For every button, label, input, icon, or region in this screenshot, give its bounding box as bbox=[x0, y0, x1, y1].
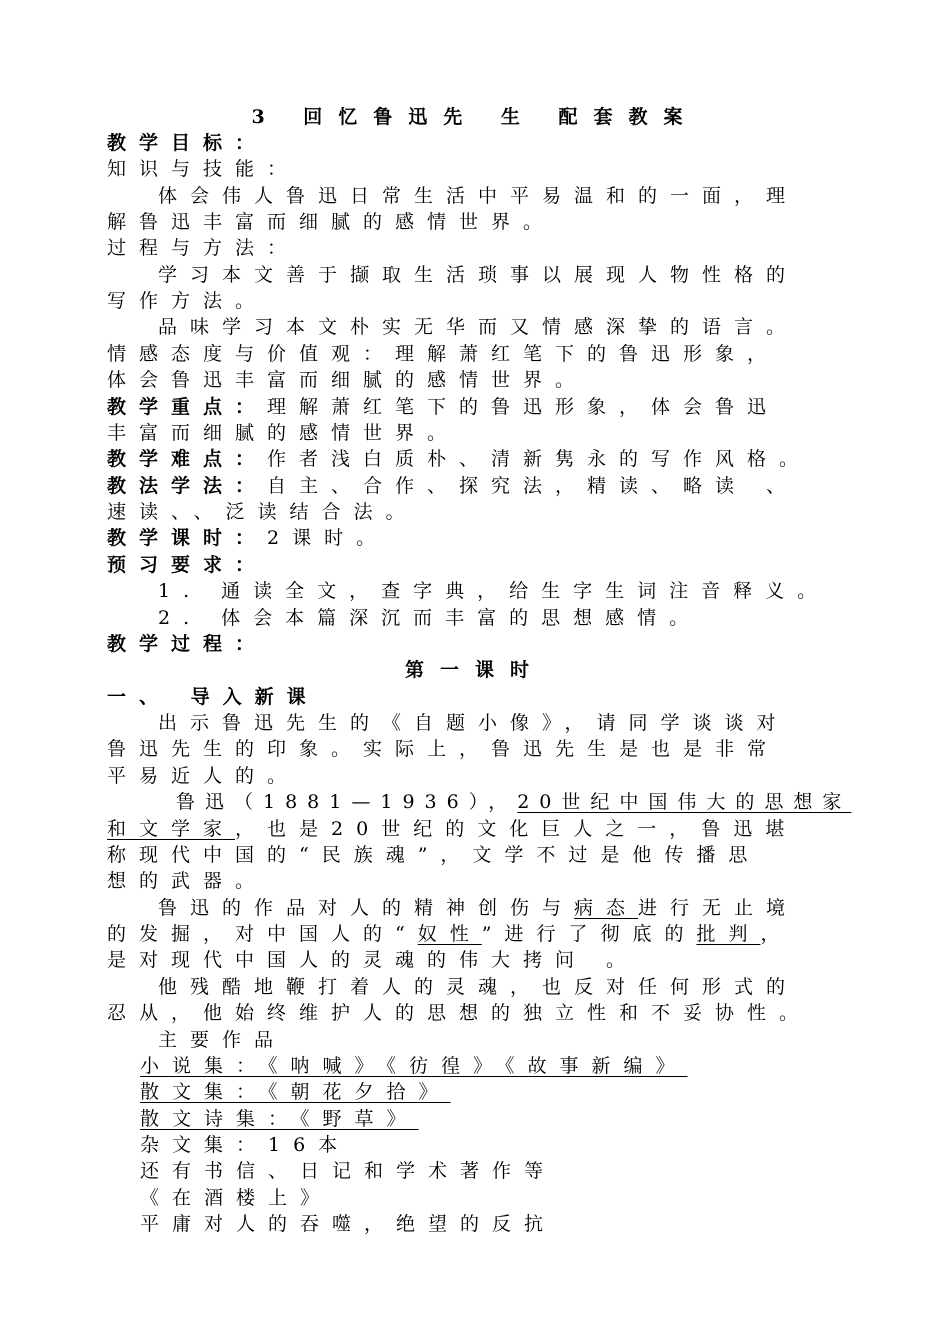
knowledge-label: 知识与技能： bbox=[107, 158, 300, 180]
preview-label: 预习要求： bbox=[107, 554, 268, 576]
works-tavern: 《在酒楼上》 bbox=[140, 1187, 333, 1209]
intro-para-1-line-1: 出示鲁迅先生的《自题小像》，请同学谈谈对 bbox=[158, 712, 789, 734]
excavation-text: 的发掘，对中国人的“ bbox=[107, 923, 418, 945]
focus-text-1: 理解萧红笔下的鲁迅形象，体会鲁迅 bbox=[267, 396, 780, 418]
works-novels: 小说集：《呐喊》《彷徨》《故事新编》 bbox=[140, 1055, 688, 1077]
works-effect-text: 鲁迅的作品对人的精神创伤与 bbox=[158, 897, 575, 919]
focus-line bbox=[107, 394, 847, 420]
focus-label: 教学重点： bbox=[107, 396, 268, 418]
intro-para-1-line-2: 鲁迅先生的印象。实际上，鲁迅先生是也是非常 bbox=[107, 738, 780, 760]
intro-para-3-line-1 bbox=[158, 895, 898, 921]
intro-para-2-line-4: 想的武器。 bbox=[107, 870, 268, 892]
hours-label: 教学课时： bbox=[107, 527, 268, 549]
works-label: 主要作品 bbox=[158, 1029, 287, 1051]
hours-line bbox=[107, 525, 847, 551]
method-text-2: 写作方法。 bbox=[107, 290, 268, 312]
comma-text: ， bbox=[760, 923, 793, 945]
method-text-1: 学习本文善于撷取生活琐事以展现人物性格的 bbox=[158, 264, 799, 286]
intro-para-2-line-2 bbox=[107, 816, 847, 842]
underline-writer: 和文学家 bbox=[107, 818, 236, 840]
thorough-text: ”进行了彻底的 bbox=[481, 923, 697, 945]
difficulty-label: 教学难点： bbox=[107, 448, 268, 470]
works-theme: 平庸对人的吞噬，绝望的反抗 bbox=[140, 1213, 557, 1235]
knowledge-text-1: 体会伟人鲁迅日常生活中平易温和的一面，理 bbox=[158, 185, 799, 207]
endless-text: 进行无止境 bbox=[638, 897, 799, 919]
attitude-text-1: 情感态度与价值观：理解萧红笔下的鲁迅形象， bbox=[107, 343, 780, 365]
underline-critique: 批判 bbox=[696, 923, 761, 945]
focus-text-2: 丰富而细腻的感情世界。 bbox=[107, 422, 460, 444]
preview-item-2: 2. 体会本篇深沉而丰富的思想感情。 bbox=[158, 607, 702, 629]
objectives-heading: 教学目标： bbox=[107, 132, 268, 154]
attitude-text-2: 体会鲁迅丰富而细腻的感情世界。 bbox=[107, 369, 588, 391]
intro-para-4-line-1: 他残酷地鞭打着人的灵魂，也反对任何形式的 bbox=[158, 976, 799, 998]
luxun-dates: 鲁迅（1881—1936）， bbox=[176, 791, 518, 813]
underline-servility: 奴性 bbox=[417, 923, 482, 945]
methods-label: 教法学法： bbox=[107, 475, 268, 497]
methods-text-2: 速读、、泛读结合法。 bbox=[107, 501, 418, 523]
hours-text: 2课时。 bbox=[267, 527, 389, 549]
works-essays: 散文集：《朝花夕拾》 bbox=[140, 1081, 451, 1103]
cultural-giant-text: ，也是20世纪的文化巨人之一，鲁迅堪 bbox=[235, 818, 798, 840]
method-label: 过程与方法： bbox=[107, 237, 300, 259]
intro-para-2-line-3: 称现代中国的“民族魂”，文学不过是他传播思 bbox=[107, 844, 761, 866]
process-label: 教学过程： bbox=[107, 633, 268, 655]
intro-para-3-line-3: 是对现代中国人的灵魂的伟大拷问 。 bbox=[107, 949, 639, 971]
underline-morbid: 病态 bbox=[574, 897, 639, 919]
lesson-title: 第一课时 bbox=[404, 659, 545, 681]
intro-para-4-line-2: 忍从，他始终维护人的思想的独立性和不妥协性。 bbox=[107, 1002, 812, 1024]
page-title: 3 回忆鲁迅先 生 配套教案 bbox=[251, 106, 699, 128]
methods-text-1: 自主、合作、探究法，精读、略读 、 bbox=[267, 475, 799, 497]
intro-para-3-line-2 bbox=[107, 921, 847, 947]
method-text-3: 品味学习本文朴实无华而又情感深挚的语言。 bbox=[158, 316, 799, 338]
works-zawen: 杂文集：16本 bbox=[140, 1134, 351, 1156]
intro-para-1-line-3: 平易近人的。 bbox=[107, 765, 300, 787]
knowledge-text-2: 解鲁迅丰富而细腻的感情世界。 bbox=[107, 211, 556, 233]
difficulty-text: 作者浅白质朴、清新隽永的写作风格。 bbox=[267, 448, 812, 470]
preview-item-1: 1. 通读全文，查字典，给生字生词注音释义。 bbox=[158, 580, 830, 602]
works-prose-poems: 散文诗集：《野草》 bbox=[140, 1108, 419, 1130]
section-1-heading: 一、 导入新课 bbox=[107, 686, 319, 708]
intro-para-2-line-1 bbox=[176, 789, 916, 815]
underline-thinker: 20世纪中国伟大的思想家 bbox=[517, 791, 852, 813]
difficulty-line bbox=[107, 446, 847, 472]
works-others: 还有书信、日记和学术著作等 bbox=[140, 1160, 557, 1182]
methods-line bbox=[107, 473, 847, 499]
